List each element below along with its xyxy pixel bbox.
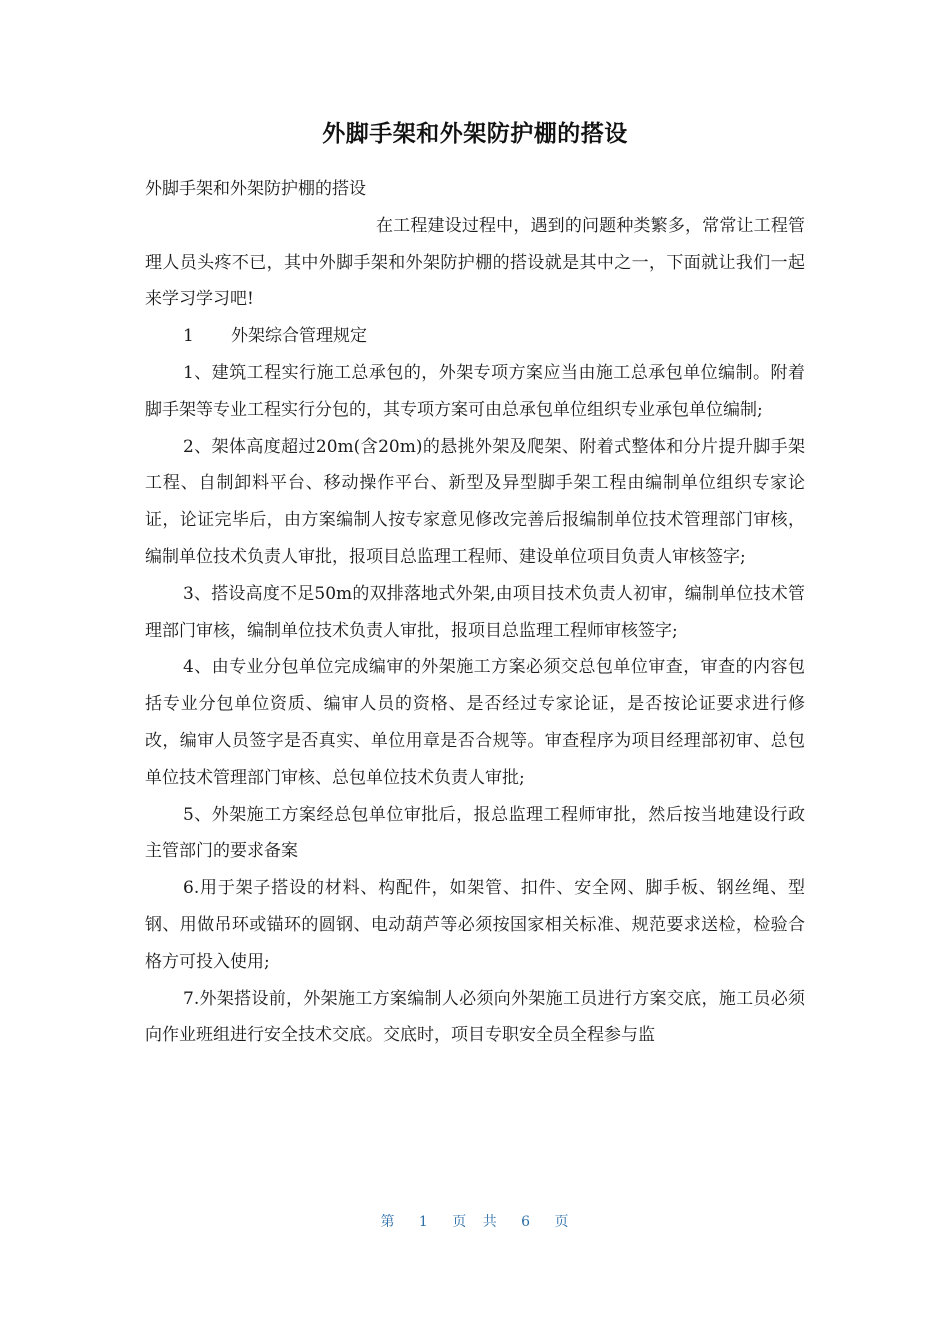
section-number: 1 xyxy=(183,326,194,347)
section-heading-text: 外架综合管理规定 xyxy=(231,326,367,347)
footer-total-pages: 6 xyxy=(521,1214,532,1230)
document-title: 外脚手架和外架防护棚的搭设 xyxy=(322,121,628,147)
paragraph-4: 4、由专业分包单位完成编审的外架施工方案必须交总包单位审查，审查的内容包括专业分包单位资质、编审人员的资格、是否经过专家论证，是否按论证要求进行修改，编审人员签字是否真实、单位用章是否合规等。审查程序为项目经理部初审、总包单位技术管理部门审核、总包单位技术负责人审批; xyxy=(145,657,805,788)
paragraph-7: 7.外架搭设前，外架施工方案编制人必须向外架施工员进行方案交底，施工员必须向作业班组进行安全技术交底。交底时，项目专职安全员全程参与监 xyxy=(145,988,805,1046)
paragraph-5: 5、外架施工方案经总包单位审批后，报总监理工程师审批，然后按当地建设行政主管部门的要求备案 xyxy=(145,804,805,862)
footer-middle: 页 共 xyxy=(452,1214,498,1230)
document-subtitle: 外脚手架和外架防护棚的搭设 xyxy=(145,179,366,199)
intro-paragraph: 在工程建设过程中，遇到的问题种类繁多，常常让工程管理人员头疼不已，其中外脚手架和外架防护棚的搭设就是其中之一，下面就让我们一起来学习学习吧! xyxy=(145,215,805,310)
footer-current-page: 1 xyxy=(418,1214,429,1230)
paragraph-1: 1、建筑工程实行施工总承包的，外架专项方案应当由施工总承包单位编制。附着脚手架等专业工程实行分包的，其专项方案可由总承包单位组织专业承包单位编制; xyxy=(145,362,805,420)
paragraph-3: 3、搭设高度不足50m的双排落地式外架,由项目技术负责人初审，编制单位技术管理部门审核，编制单位技术负责人审批，报项目总监理工程师审核签字; xyxy=(145,583,805,641)
footer-prefix: 第 xyxy=(380,1214,396,1230)
page-footer xyxy=(0,1210,950,1234)
paragraph-6: 6.用于架子搭设的材料、构配件，如架管、扣件、安全网、脚手板、钢丝绳、型钢、用做吊环或锚环的圆钢、电动葫芦等必须按国家相关标准、规范要求送检，检验合格方可投入使用; xyxy=(145,878,805,972)
document-body xyxy=(145,171,805,1054)
section-heading xyxy=(145,318,805,355)
paragraph-2: 2、架体高度超过20m(含20m)的悬挑外架及爬架、附着式整体和分片提升脚手架工程、自制卸料平台、移动操作平台、新型及异型脚手架工程由编制单位组织专家论证，论证完毕后，由方案编制人按专家意见修改完善后报编制单位技术管理部门审核，编制单位技术负责人审批，报项目总监理工程师、建设单位项目负责人审核签字; xyxy=(145,436,805,567)
footer-suffix: 页 xyxy=(554,1214,570,1230)
